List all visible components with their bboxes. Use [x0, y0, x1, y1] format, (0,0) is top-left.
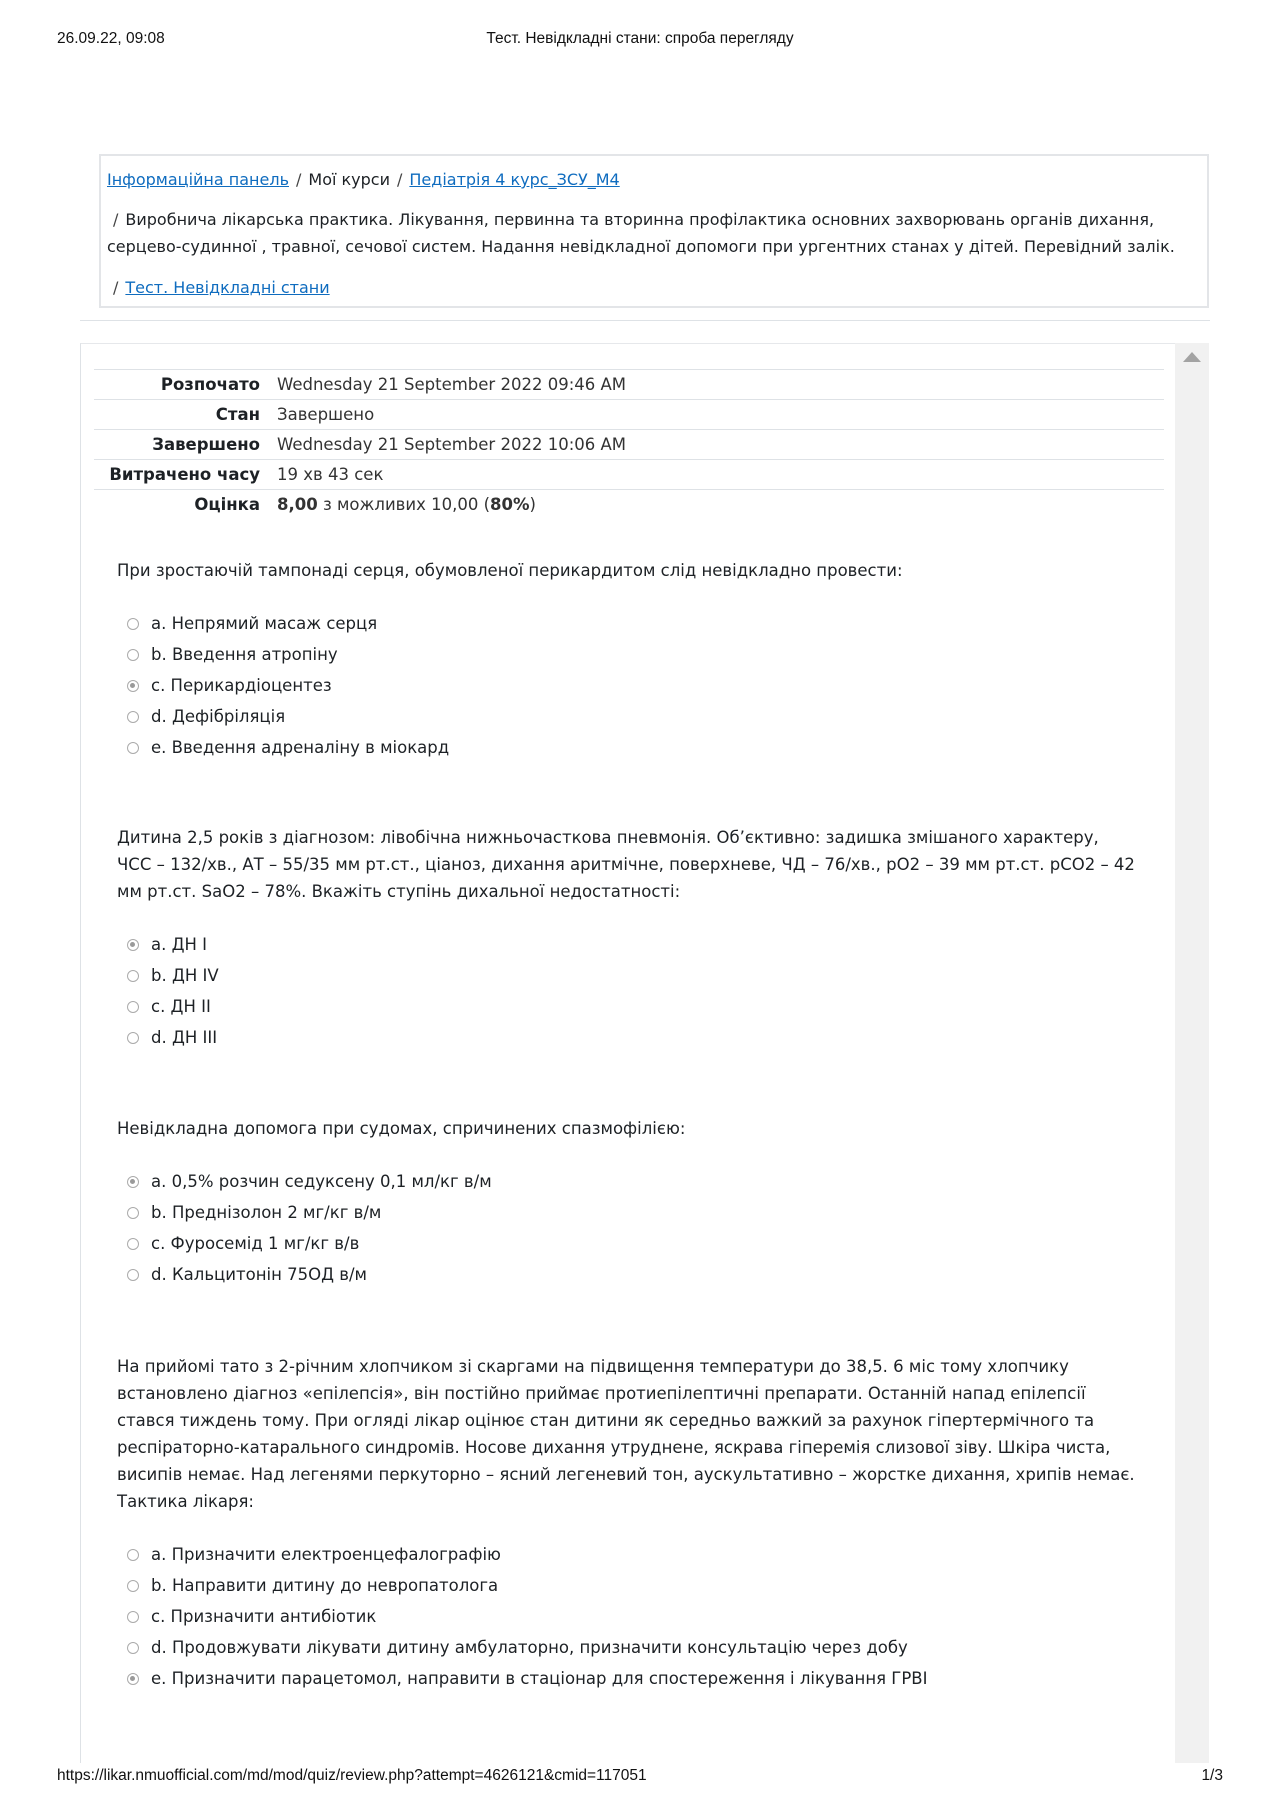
- radio-icon[interactable]: [127, 711, 139, 723]
- answer-list: [117, 1166, 1137, 1290]
- answer-option[interactable]: [117, 960, 1137, 991]
- breadcrumb-line-2: [107, 206, 1197, 260]
- breadcrumb-separator: /: [113, 278, 119, 297]
- radio-icon[interactable]: [127, 1032, 139, 1044]
- attempt-summary-table: [94, 369, 1164, 520]
- started-value: Wednesday 21 September 2022 09:46 AM: [277, 375, 627, 394]
- answer-option[interactable]: [117, 1632, 1137, 1663]
- print-page-title: Тест. Невідкладні стани: спроба перегляду: [486, 30, 794, 47]
- answer-option[interactable]: [117, 1197, 1137, 1228]
- radio-icon[interactable]: [127, 1207, 139, 1219]
- breadcrumb-line-1: [107, 166, 1197, 193]
- answer-option[interactable]: [117, 701, 1137, 732]
- answer-option[interactable]: [117, 1166, 1137, 1197]
- grade-score: 8,00: [277, 495, 318, 515]
- print-datetime: 26.09.22, 09:08: [57, 30, 165, 47]
- summary-row-grade: [94, 490, 1164, 520]
- answer-option[interactable]: [117, 732, 1137, 763]
- breadcrumb-separator: /: [296, 170, 302, 189]
- radio-icon[interactable]: [127, 1269, 139, 1281]
- scrollbar[interactable]: [1175, 343, 1209, 1763]
- answer-label: b. Введення атропіну: [151, 645, 338, 664]
- breadcrumb-line-3: [107, 274, 1197, 301]
- radio-icon[interactable]: [127, 939, 139, 951]
- breadcrumb-separator: /: [113, 210, 119, 229]
- summary-row-time: [94, 460, 1164, 490]
- breadcrumb-my-courses: Мої курси: [308, 170, 390, 189]
- answer-option[interactable]: [117, 929, 1137, 960]
- answer-label: b. ДН IV: [151, 966, 219, 985]
- answer-option[interactable]: [117, 1539, 1137, 1570]
- answer-label: e. Введення адреналіну в міокард: [151, 738, 450, 757]
- started-label: Розпочато: [160, 375, 260, 394]
- divider: [80, 320, 1210, 321]
- time-taken-label: Витрачено часу: [109, 465, 260, 484]
- breadcrumb: [99, 154, 1209, 308]
- question-text: Невідкладна допомога при судомах, спричинених спазмофілією:: [117, 1119, 686, 1138]
- radio-icon[interactable]: [127, 1642, 139, 1654]
- print-header: [57, 30, 1223, 50]
- radio-icon[interactable]: [127, 1580, 139, 1592]
- summary-row-completed: [94, 430, 1164, 460]
- radio-icon[interactable]: [127, 1001, 139, 1013]
- completed-label: Завершено: [152, 435, 260, 454]
- answer-label: a. ДН I: [151, 935, 208, 954]
- answer-list: [117, 608, 1137, 763]
- time-taken-value: 19 хв 43 сек: [277, 465, 384, 484]
- radio-icon[interactable]: [127, 680, 139, 692]
- summary-row-state: [94, 400, 1164, 430]
- question-text: На прийомі тато з 2-річним хлопчиком зі скаргами на підвищення температури до 38,5. 6 міс тому хлопчику встановлено діагноз «епілепсія», він постійно приймає протиепілептичні препарати. Останній напад епілепсії стався тиждень тому. При огляді лікар оцінює стан дитини як середньо важкий за рахунок гіпертермічного та респіраторно-катарального синдромів. Носове дихання утруднене, яскрава гіперемія слизової зіву. Шкіра чиста, висипів немає. Над легенями перкуторно – ясний легеневий тон, аускультативно – жорстке дихання, хрипів немає. Тактика лікаря:: [117, 1357, 1135, 1511]
- answer-label: d. Продовжувати лікувати дитину амбулаторно, призначити консультацію через добу: [151, 1638, 908, 1657]
- question-4: [117, 1353, 1137, 1694]
- answer-label: b. Направити дитину до невропатолога: [151, 1576, 499, 1595]
- state-label: Стан: [215, 405, 260, 424]
- grade-out-of: з можливих 10,00 (: [322, 495, 491, 515]
- answer-option[interactable]: [117, 1022, 1137, 1053]
- answer-option[interactable]: [117, 991, 1137, 1022]
- answer-label: e. Призначити парацетомол, направити в стаціонар для спостереження і лікування ГРВІ: [151, 1669, 928, 1688]
- grade-value: [277, 490, 1164, 520]
- answer-option[interactable]: [117, 670, 1137, 701]
- answer-label: c. ДН II: [151, 997, 211, 1016]
- page-number: 1/3: [1201, 1767, 1223, 1784]
- answer-label: b. Преднізолон 2 мг/кг в/м: [151, 1203, 382, 1222]
- answer-list: [117, 1539, 1137, 1694]
- answer-option[interactable]: [117, 608, 1137, 639]
- answer-label: a. Непрямий масаж серця: [151, 614, 378, 633]
- answer-label: a. Призначити електроенцефалографію: [151, 1545, 501, 1564]
- answer-label: c. Призначити антибіотик: [151, 1607, 377, 1626]
- answer-label: c. Фуросемід 1 мг/кг в/в: [151, 1234, 360, 1253]
- question-2: [117, 824, 1137, 1053]
- answer-option[interactable]: [117, 1601, 1137, 1632]
- answer-label: c. Перикардіоцентез: [151, 676, 332, 695]
- answer-label: d. Дефібріляція: [151, 707, 286, 726]
- breadcrumb-dashboard-link[interactable]: Інформаційна панель: [107, 170, 289, 189]
- breadcrumb-section: Виробнича лікарська практика. Лікування, первинна та вторинна профілактика основних захворювань органів дихання, серцево-судинної , травної, сечової систем. Надання невідкладної допомоги при ургентних станах у дітей. Перевідний залік.: [107, 210, 1175, 256]
- answer-label: a. 0,5% розчин седуксену 0,1 мл/кг в/м: [151, 1172, 492, 1191]
- radio-icon[interactable]: [127, 742, 139, 754]
- page-url: https://likar.nmuofficial.com/md/mod/quiz/review.php?attempt=4626121&cmid=117051: [57, 1767, 647, 1784]
- grade-label: Оцінка: [194, 495, 260, 515]
- answer-option[interactable]: [117, 1663, 1137, 1694]
- grade-percent: 80%: [490, 495, 530, 515]
- answer-option[interactable]: [117, 1259, 1137, 1290]
- answer-label: d. Кальцитонін 75ОД в/м: [151, 1265, 367, 1284]
- radio-icon[interactable]: [127, 1673, 139, 1685]
- state-value: Завершено: [277, 405, 375, 424]
- radio-icon[interactable]: [127, 970, 139, 982]
- answer-list: [117, 929, 1137, 1053]
- radio-icon[interactable]: [127, 1549, 139, 1561]
- radio-icon[interactable]: [127, 1611, 139, 1623]
- radio-icon[interactable]: [127, 649, 139, 661]
- answer-option[interactable]: [117, 639, 1137, 670]
- breadcrumb-course-link[interactable]: Педіатрія 4 курс_ЗСУ_М4: [409, 170, 620, 189]
- summary-row-started: [94, 370, 1164, 400]
- breadcrumb-separator: /: [397, 170, 403, 189]
- completed-value: Wednesday 21 September 2022 10:06 AM: [277, 435, 627, 454]
- radio-icon[interactable]: [127, 618, 139, 630]
- question-1: [117, 557, 1137, 763]
- radio-icon[interactable]: [127, 1238, 139, 1250]
- question-text: При зростаючій тампонаді серця, обумовленої перикардитом слід невідкладно провести:: [117, 561, 903, 580]
- answer-label: d. ДН III: [151, 1028, 218, 1047]
- breadcrumb-quiz-link[interactable]: Тест. Невідкладні стани: [125, 278, 330, 297]
- question-3: [117, 1115, 1137, 1290]
- grade-close: ): [529, 495, 536, 515]
- answer-option[interactable]: [117, 1570, 1137, 1601]
- question-text: Дитина 2,5 років з діагнозом: лівобічна нижньочасткова пневмонія. Об’єктивно: задишка змішаного характеру, ЧСС – 132/хв., АТ – 55/35 мм рт.ст., ціаноз, дихання аритмічне, поверхневе, ЧД – 76/хв., рО2 – 39 мм рт.ст. рСО2 – 42 мм рт.ст. SaO2 – 78%. Вкажіть ступінь дихальної недостатності:: [117, 828, 1135, 901]
- scroll-up-arrow-icon[interactable]: [1183, 352, 1201, 362]
- answer-option[interactable]: [117, 1228, 1137, 1259]
- print-footer: [57, 1767, 1223, 1787]
- radio-icon[interactable]: [127, 1176, 139, 1188]
